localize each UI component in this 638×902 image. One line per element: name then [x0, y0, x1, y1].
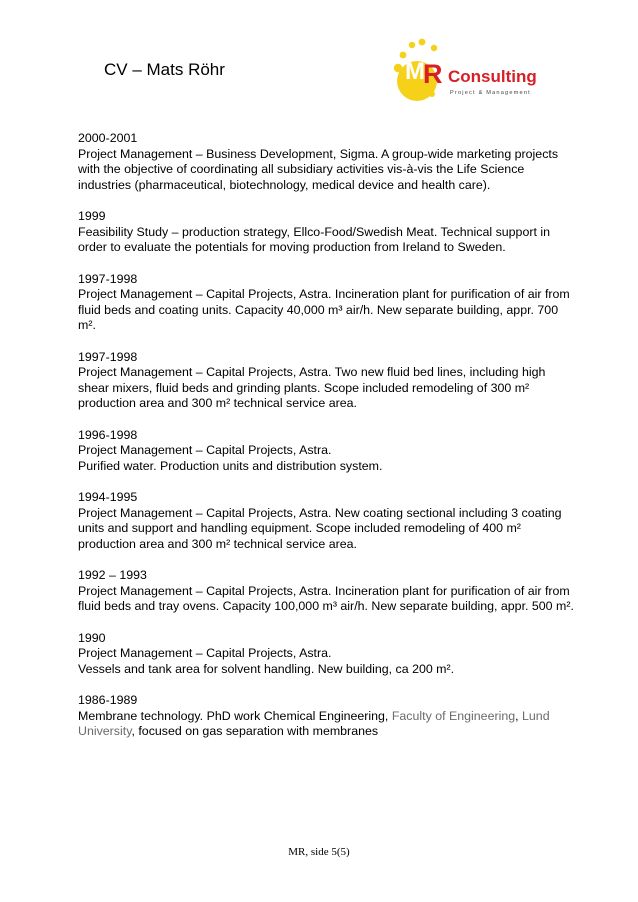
entry-text: Feasibility Study – production strategy, Ellco-Food/Swedish Meat. Technical support in order to evaluate the potentials for moving production from Ireland to Sweden.	[78, 224, 550, 254]
logo-dot	[409, 42, 415, 48]
document-title: CV – Mats Röhr	[104, 60, 225, 79]
logo-dot	[431, 45, 437, 51]
entry-text-part: Membrane technology. PhD work Chemical Engineering,	[78, 708, 392, 723]
page-footer: MR, side 5(5)	[288, 846, 350, 858]
entry-year: 1992 – 1993	[78, 568, 147, 582]
entry-year: 2000-2001	[78, 131, 138, 145]
entry-year: 1986-1989	[78, 693, 138, 707]
entry-year: 1997-1998	[78, 349, 138, 364]
cv-entry	[78, 428, 578, 475]
cv-entry	[78, 272, 578, 334]
entry-text: Project Management – Capital Projects, Astra. New coating sectional including 3 coating units and support and handling equipment. Scope included remodeling of 400 m² production area and 300 m² technical service area.	[78, 505, 562, 551]
logo-letter-m: M	[405, 58, 425, 85]
cv-entry	[78, 568, 578, 615]
mr-consulting-logo	[388, 36, 538, 106]
entry-text: Project Management – Capital Projects, Astra.	[78, 443, 332, 457]
entry-text-part: ,	[515, 708, 523, 723]
entry-year: 1990	[78, 630, 106, 645]
logo-letter-r: R	[423, 59, 443, 89]
entry-year: 1999	[78, 209, 106, 223]
cv-content	[78, 131, 578, 756]
entry-text: Project Management – Capital Projects, Astra.	[78, 646, 332, 660]
entry-year: 1996-1998	[78, 427, 138, 442]
university-name: Lund University	[78, 708, 550, 738]
logo-brand: Consulting	[448, 67, 537, 86]
entry-text: Project Management – Capital Projects, Astra. Incineration plant for purification of air from fluid beds and coating units. Capacity 40,000 m³ air/h. New separate building, appr. 700 m².	[78, 287, 570, 332]
entry-text	[78, 709, 578, 740]
cv-entry	[78, 131, 578, 193]
entry-text-detail: Vessels and tank area for solvent handling. New building, ca 200 m².	[78, 661, 455, 676]
entry-year: 1997-1998	[78, 271, 138, 286]
cv-entry	[78, 693, 578, 740]
logo-tagline: Project & Management	[450, 90, 531, 96]
entry-text-detail: Purified water. Production units and distribution system.	[78, 458, 383, 473]
entry-text: Project Management – Capital Projects, Astra. Incineration plant for purification of air from fluid beds and tray ovens. Capacity 100,000 m³ air/h. New separate building, appr. 500 m².	[78, 583, 574, 613]
logo-dot	[419, 39, 426, 46]
cv-entry	[78, 631, 578, 678]
cv-entry	[78, 490, 578, 552]
cv-entry	[78, 209, 578, 256]
entry-text: Project Management – Capital Projects, Astra. Two new fluid bed lines, including high shear mixers, fluid beds and grinding plants. Scope included remodeling of 300 m² production area and 300 m² technical service area.	[78, 365, 546, 410]
entry-text: Project Management – Business Development, Sigma. A group-wide marketing projects with the objective of coordinating all subsidiary activities vis-à-vis the Life Science industries (pharmaceutical, biotechnology, medical device and health care).	[78, 146, 559, 192]
cv-entry	[78, 350, 578, 412]
entry-text-part: , focused on gas separation with membranes	[131, 724, 379, 738]
faculty-name: Faculty of Engineering	[391, 708, 516, 723]
entry-year: 1994-1995	[78, 490, 138, 504]
